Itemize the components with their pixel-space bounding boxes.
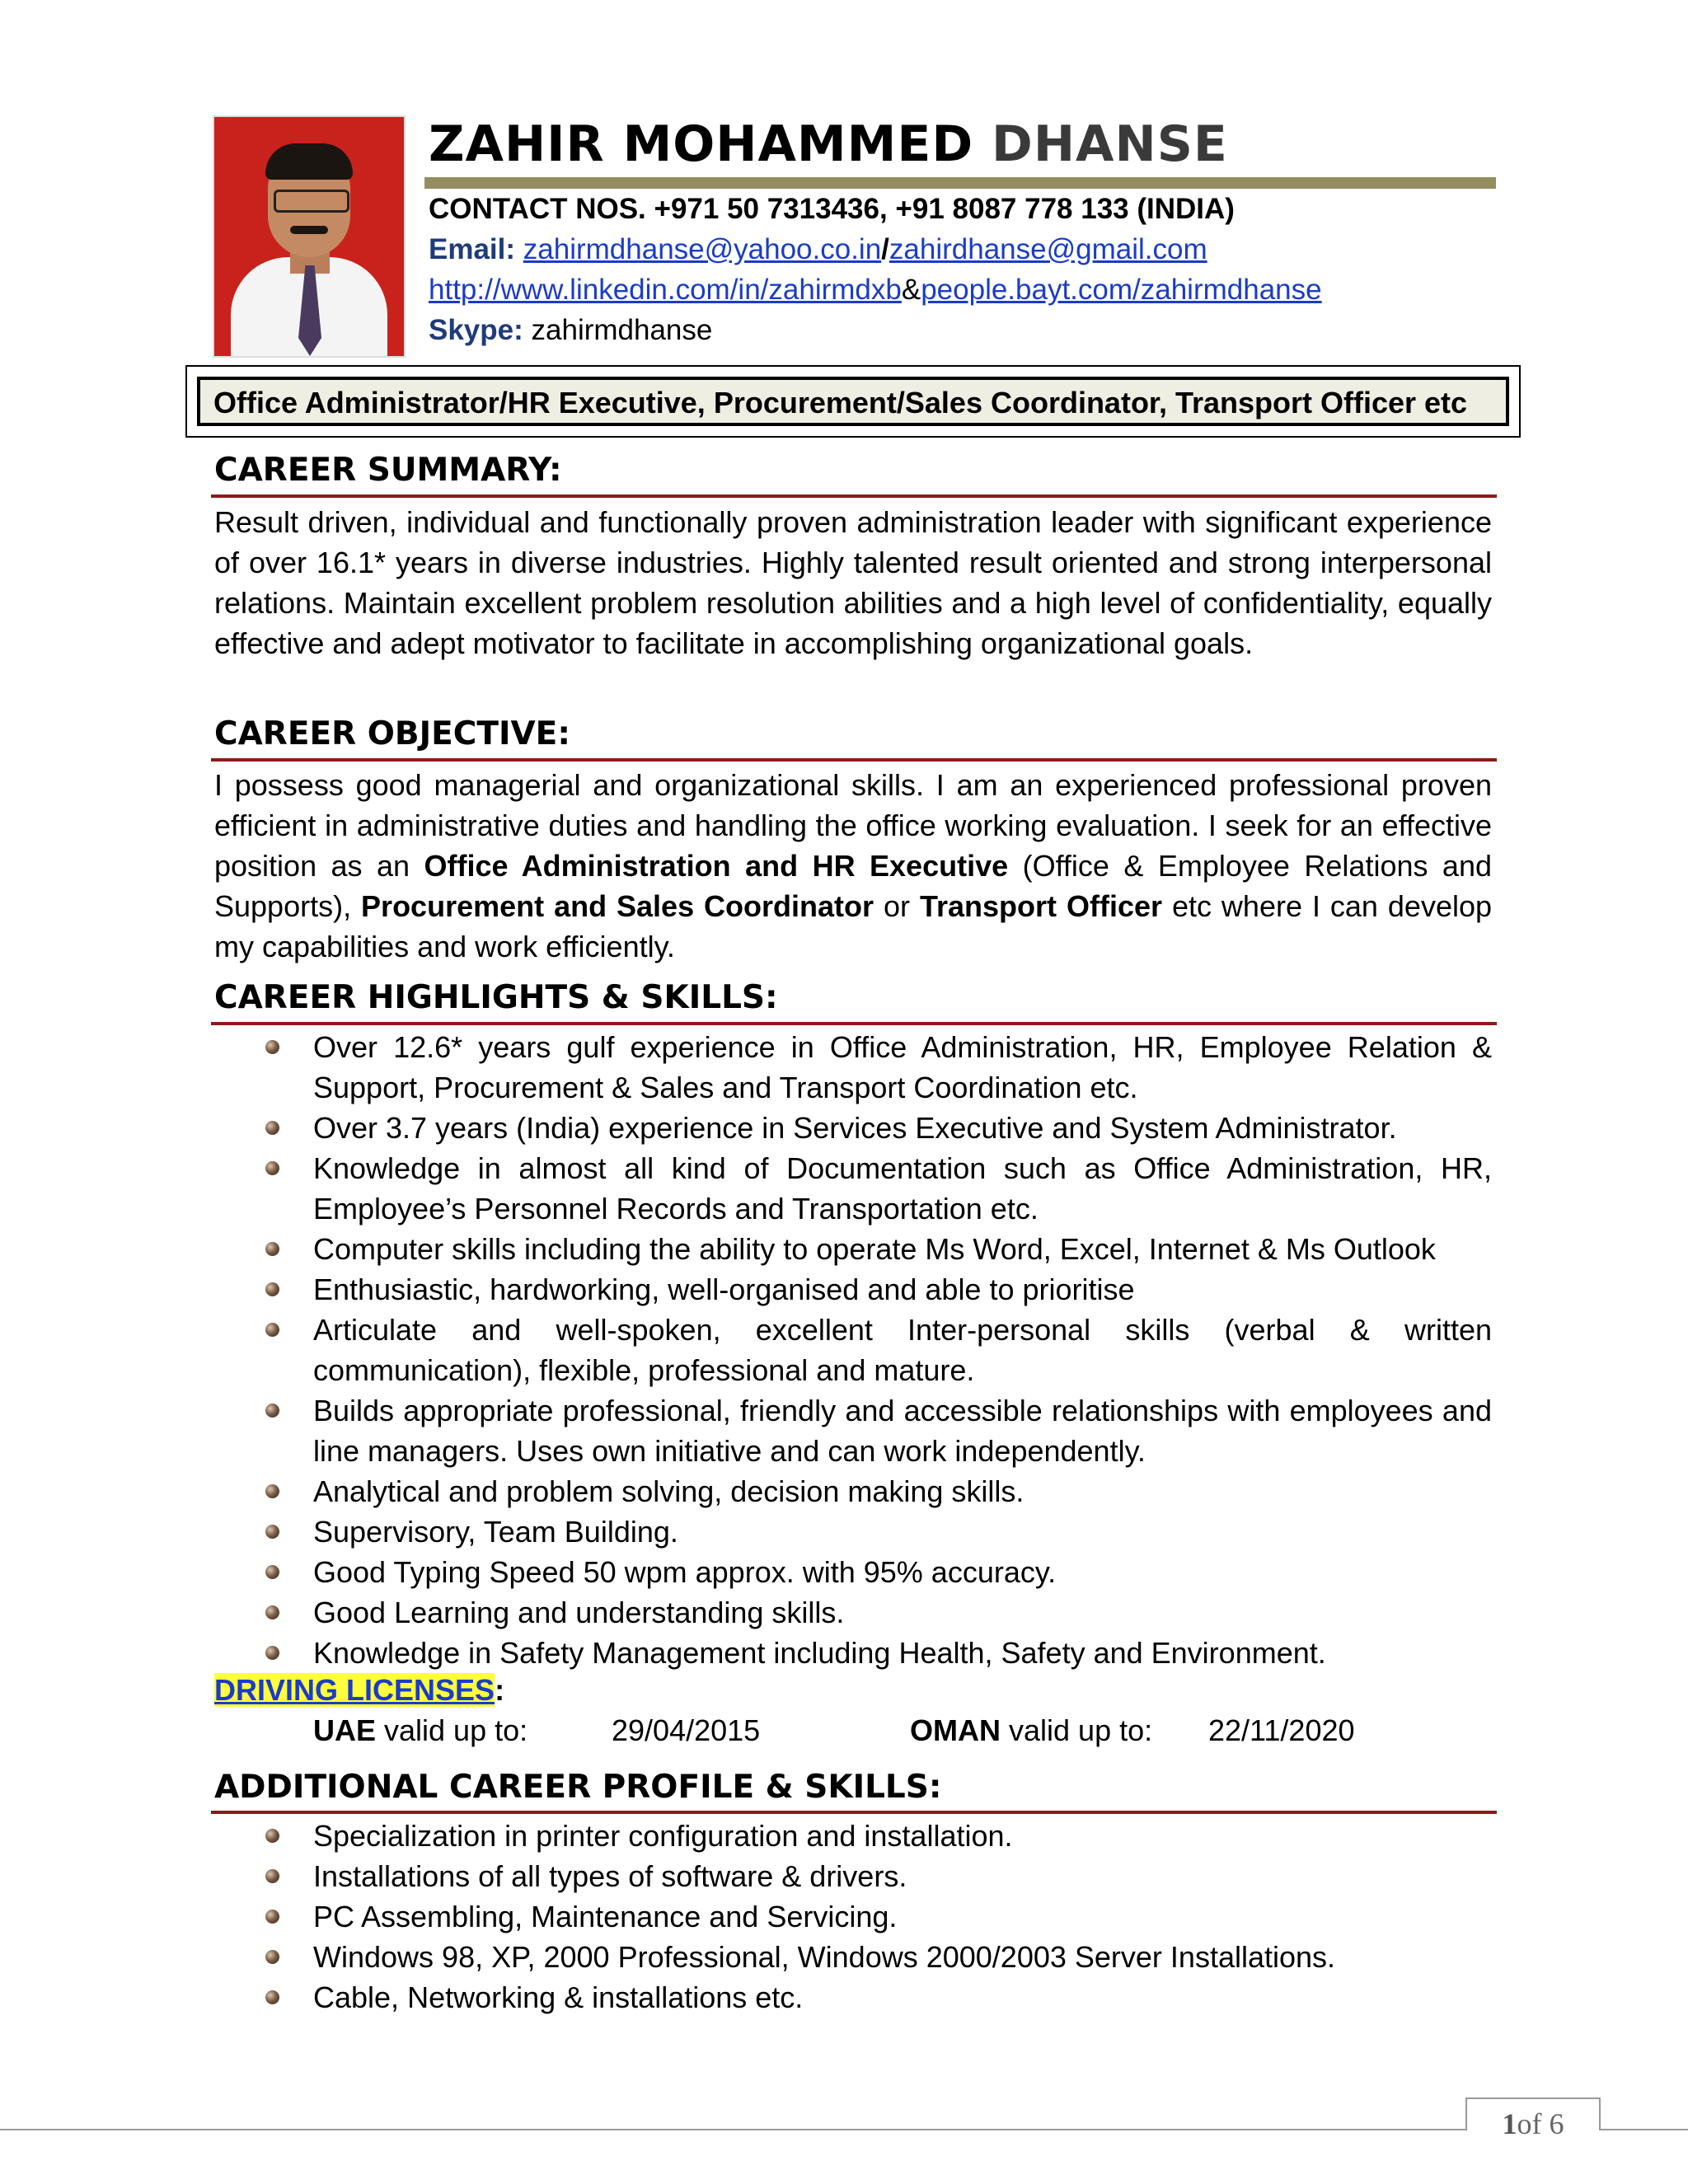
bayt-link[interactable]: people.bayt.com/zahirmdhanse <box>921 274 1322 306</box>
bullet-icon <box>265 1242 279 1256</box>
additional-profile-heading: ADDITIONAL CAREER PROFILE & SKILLS: <box>214 1769 942 1806</box>
list-item: Over 12.6* years gulf experience in Office Administration, HR, Employee Relation & Support, Procurement & Sales and Transport Coordination etc. <box>214 1027 1492 1108</box>
contact-numbers: CONTACT NOS. +971 50 7313436, +91 8087 778 133 (INDIA) <box>429 193 1235 225</box>
uae-license-date: 29/04/2015 <box>612 1713 761 1747</box>
career-summary-heading: CAREER SUMMARY: <box>214 452 562 489</box>
career-objective-text: I possess good managerial and organizational skills. I am an experienced professional proven efficient in administrative duties and handling the office working evaluation. I seek for an effective position as an Office Administration and HR Executive (Office & Employee Relations and Supports), Procurement and Sales Coordinator or Transport Officer etc where I can develop my capabilities and work efficiently. <box>214 768 1493 963</box>
footer-rule <box>0 2129 1688 2130</box>
list-item: Enthusiastic, hardworking, well-organised and able to prioritise <box>214 1269 1492 1310</box>
bullet-icon <box>265 1910 279 1924</box>
page-number: 1of 6 <box>1465 2097 1601 2130</box>
name-underline <box>424 177 1496 189</box>
email-link-gmail[interactable]: zahirdhanse@gmail.com <box>889 233 1207 265</box>
email-label: Email: <box>429 233 516 265</box>
section-rule <box>211 494 1497 498</box>
career-highlights-heading: CAREER HIGHLIGHTS & SKILLS: <box>214 979 778 1016</box>
list-item: Cable, Networking & installations etc. <box>214 1977 1492 2018</box>
bullet-icon <box>265 1484 279 1498</box>
bullet-icon <box>265 1121 279 1135</box>
driving-licenses-label: DRIVING LICENSES <box>214 1673 495 1707</box>
bullet-icon <box>265 1282 279 1296</box>
linkedin-link[interactable]: http://www.linkedin.com/in/zahirmdxb <box>429 274 902 306</box>
list-item: Computer skills including the ability to operate Ms Word, Excel, Internet & Ms Outlook <box>214 1229 1492 1269</box>
email-line <box>429 233 1207 266</box>
bullet-icon <box>265 1565 279 1579</box>
bullet-icon <box>265 1323 279 1337</box>
skype-label: Skype: <box>429 314 523 346</box>
list-item: Articulate and well-spoken, excellent Inter-personal skills (verbal & written communication), flexible, professional and mature. <box>214 1310 1492 1390</box>
job-titles-text: Office Administrator/HR Executive, Procurement/Sales Coordinator, Transport Officer etc <box>197 377 1509 426</box>
bullet-icon <box>265 1040 279 1054</box>
bullet-icon <box>265 1950 279 1964</box>
additional-list <box>214 1816 1492 2018</box>
section-rule <box>211 1811 1497 1814</box>
list-item: Windows 98, XP, 2000 Professional, Windows 2000/2003 Server Installations. <box>214 1937 1492 1977</box>
section-rule <box>211 1022 1497 1025</box>
uae-license: UAE valid up to: <box>313 1713 528 1747</box>
list-item: Installations of all types of software & drivers. <box>214 1856 1492 1896</box>
driving-licenses-heading: DRIVING LICENSES: <box>214 1673 505 1707</box>
list-item: Over 3.7 years (India) experience in Services Executive and System Administrator. <box>214 1108 1492 1148</box>
profile-links-line <box>429 274 1322 307</box>
candidate-name: ZAHIR MOHAMMED DHANSE <box>429 115 1228 173</box>
list-item: PC Assembling, Maintenance and Servicing. <box>214 1896 1492 1937</box>
list-item: Supervisory, Team Building. <box>214 1511 1492 1552</box>
bullet-icon <box>265 1161 279 1175</box>
section-rule <box>211 758 1497 762</box>
bullet-icon <box>265 1869 279 1883</box>
oman-license: OMAN valid up to: <box>910 1713 1153 1747</box>
oman-license-date: 22/11/2020 <box>1208 1713 1355 1747</box>
skype-value: zahirmdhanse <box>531 314 713 346</box>
list-item: Good Learning and understanding skills. <box>214 1592 1492 1633</box>
job-titles-box <box>185 365 1521 438</box>
list-item: Good Typing Speed 50 wpm approx. with 95% accuracy. <box>214 1552 1492 1592</box>
list-item: Builds appropriate professional, friendly and accessible relationships with employees and line managers. Uses own initiative and can work independently. <box>214 1390 1492 1471</box>
bullet-icon <box>265 1990 279 2004</box>
email-separator: / <box>881 233 889 265</box>
list-item: Specialization in printer configuration and installation. <box>214 1816 1492 1856</box>
link-separator: & <box>901 274 921 306</box>
career-objective-heading: CAREER OBJECTIVE: <box>214 715 570 752</box>
bullet-icon <box>265 1829 279 1843</box>
highlights-list <box>214 1027 1492 1673</box>
list-item: Knowledge in Safety Management including Health, Safety and Environment. <box>214 1633 1492 1673</box>
bullet-icon <box>265 1404 279 1418</box>
bullet-icon <box>265 1605 279 1619</box>
bullet-icon <box>265 1646 279 1660</box>
list-item: Analytical and problem solving, decision making skills. <box>214 1471 1492 1511</box>
email-link-yahoo[interactable]: zahirmdhanse@yahoo.co.in <box>523 233 882 265</box>
skype-line <box>429 314 712 347</box>
career-summary-text: Result driven, individual and functionally proven administration leader with significant experience of over 16.1* years in diverse industries. Highly talented result oriented and strong interpersonal relations. Maintain excellent problem resolution abilities and a high level of confidentiality, equally effective and adept motivator to facilitate in accomplishing organizational goals. <box>214 505 1492 660</box>
bullet-icon <box>265 1525 279 1539</box>
list-item: Knowledge in almost all kind of Documentation such as Office Administration, HR, Employee’s Personnel Records and Transportation etc. <box>214 1148 1492 1229</box>
profile-photo <box>213 115 406 358</box>
